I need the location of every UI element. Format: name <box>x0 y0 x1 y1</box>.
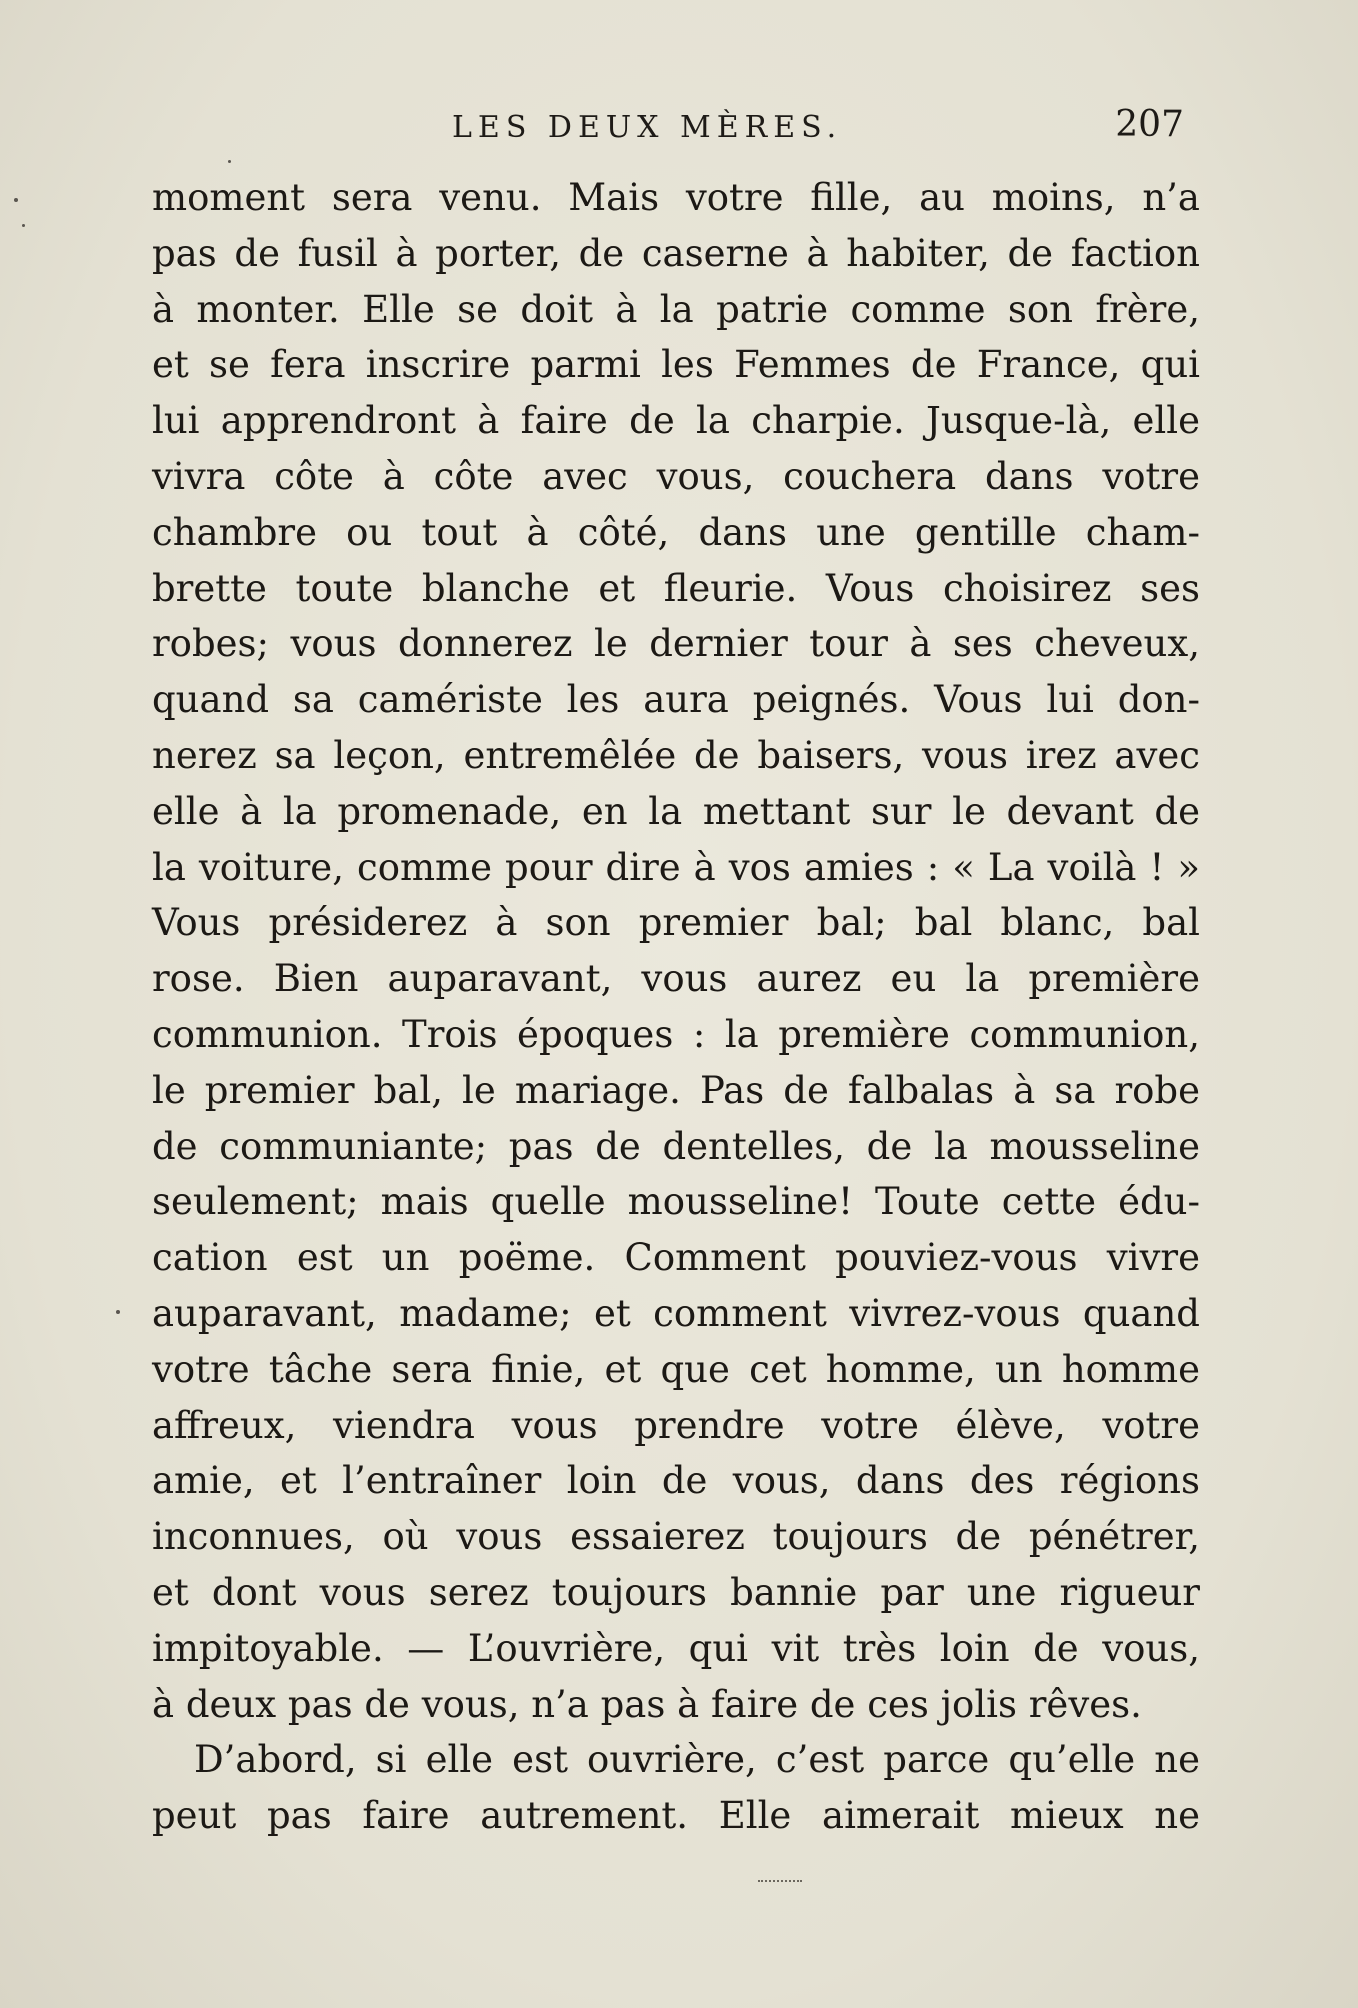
text-line: D’abord, si elle est ouvrière, c’est parce qu’elle ne <box>194 1738 1200 1782</box>
text-line: à monter. Elle se doit à la patrie comme son frère, <box>152 287 1200 331</box>
text-line: peut pas faire autrement. Elle aimerait mieux ne <box>152 1794 1200 1838</box>
paper-speck <box>228 160 231 163</box>
text-line: pas de fusil à porter, de caserne à habiter, de faction <box>152 231 1200 275</box>
text-line: robes; vous donnerez le dernier tour à ses cheveux, <box>152 622 1200 666</box>
paragraph <box>152 1732 1200 1844</box>
page-header <box>152 104 1184 154</box>
text-line: impitoyable. — L’ouvrière, qui vit très loin de vous, <box>152 1626 1200 1670</box>
paper-speck <box>116 1310 120 1314</box>
text-line: et se fera inscrire parmi les Femmes de France, qui <box>152 343 1200 387</box>
text-line: inconnues, où vous essaierez toujours de pénétrer, <box>152 1515 1200 1559</box>
text-line: vivra côte à côte avec vous, couchera dans votre <box>152 454 1200 498</box>
text-line: et dont vous serez toujours bannie par une rigueur <box>152 1570 1200 1614</box>
text-line: cation est un poëme. Comment pouviez-vous vivre <box>152 1236 1200 1280</box>
text-line: seulement; mais quelle mousseline! Toute cette édu- <box>152 1180 1200 1224</box>
page-number: 207 <box>1115 104 1184 145</box>
text-line: nerez sa leçon, entremêlée de baisers, vous irez avec <box>152 733 1200 777</box>
text-line: brette toute blanche et fleurie. Vous choisirez ses <box>152 566 1200 610</box>
text-line: Vous présiderez à son premier bal; bal blanc, bal <box>152 901 1200 945</box>
text-line: communion. Trois époques : la première communion, <box>152 1012 1200 1056</box>
text-line: votre tâche sera finie, et que cet homme, un homme <box>152 1347 1200 1391</box>
paper-speck <box>14 198 18 202</box>
text-line: à deux pas de vous, n’a pas à faire de ces jolis rêves. <box>152 1682 1142 1726</box>
paper-speck <box>22 224 25 227</box>
paragraph <box>152 170 1200 1732</box>
text-line: rose. Bien auparavant, vous aurez eu la première <box>152 957 1200 1001</box>
running-head: LES DEUX MÈRES. <box>452 110 843 145</box>
footer-mark <box>758 1880 802 1886</box>
text-line: chambre ou tout à côté, dans une gentille cham- <box>152 510 1200 554</box>
text-line: quand sa caméristе les aura peignés. Vous lui don- <box>152 678 1200 722</box>
text-line: moment sera venu. Mais votre fille, au moins, n’a <box>152 176 1200 219</box>
text-line: auparavant, madame; et comment vivrez-vous quand <box>152 1291 1200 1335</box>
text-line: le premier bal, le mariage. Pas de falbalas à sa robe <box>152 1068 1200 1112</box>
text-line: la voiture, comme pour dire à vos amies : « La voilà ! » <box>152 845 1200 889</box>
body-text <box>152 170 1200 1844</box>
text-line: de communiante; pas de dentelles, de la mousseline <box>152 1124 1200 1168</box>
text-line: elle à la promenade, en la mettant sur le devant de <box>152 789 1200 833</box>
text-line: lui apprendront à faire de la charpie. Jusque-là, elle <box>152 399 1200 443</box>
text-line: amie, et l’entraîner loin de vous, dans des régions <box>152 1459 1200 1503</box>
text-line: affreux, viendra vous prendre votre élève, votre <box>152 1403 1200 1447</box>
